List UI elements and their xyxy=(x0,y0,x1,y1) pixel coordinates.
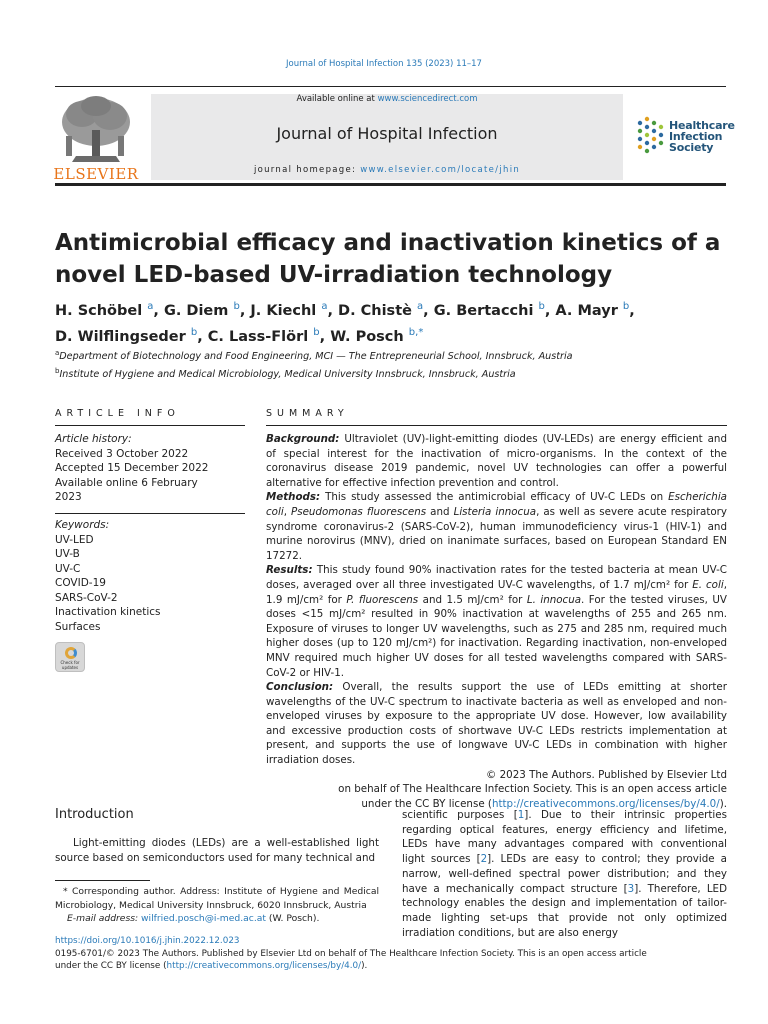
author-name[interactable]: H. Schöbel xyxy=(55,302,143,319)
journal-name: Journal of Hospital Infection xyxy=(276,124,498,143)
history-accepted: Accepted 15 December 2022 xyxy=(55,462,209,474)
keyword-item: UV-B xyxy=(55,548,80,560)
copyright-line-1: © 2023 The Authors. Published by Elsevier Ltd xyxy=(486,768,727,781)
affiliation-text: Institute of Hygiene and Medical Microbiology, Medical University Innsbruck, Innsbruck, Austria xyxy=(59,369,516,381)
introduction-paragraph: Light-emitting diodes (LEDs) are a well-established light source based on semiconductors used for many technical and xyxy=(55,837,379,864)
body-left-column xyxy=(55,807,379,866)
author-sep: , xyxy=(197,328,208,345)
body-text: ]. LEDs are easy to control; they provide a narrow, well-defined spectral power distribution; and they have a mechanically compact structure [ xyxy=(402,853,727,895)
conclusion-label: Conclusion: xyxy=(266,681,334,694)
email-label: E-mail address: xyxy=(67,913,142,924)
author-affil-mark[interactable]: b xyxy=(190,326,198,338)
history-label: Article history: xyxy=(55,433,132,445)
corresponding-author-email-line xyxy=(55,912,379,926)
available-online-line xyxy=(151,94,623,104)
corresponding-author-footnote xyxy=(55,885,379,926)
author-affil-mark[interactable]: b xyxy=(538,301,545,312)
keyword-item: COVID-19 xyxy=(55,577,106,589)
elsevier-wordmark: ELSEVIER xyxy=(53,165,139,183)
species-name: Escherichia coli xyxy=(266,491,727,518)
header-bottom-rule xyxy=(55,183,726,186)
abstract-conclusion xyxy=(266,680,727,768)
author-affil-mark[interactable]: b xyxy=(233,301,240,312)
author-affil-mark[interactable]: a xyxy=(417,301,424,312)
methods-text: , xyxy=(283,505,291,518)
check-for-updates-label: Check for updates xyxy=(60,660,80,670)
keywords xyxy=(55,518,245,634)
body-text: ]. Therefore, LED technology enables the design and implementation of tailor-made lighting set-ups that provide not only optimized irradiation conditions, but are also energy xyxy=(402,882,727,939)
results-label: Results: xyxy=(266,564,313,577)
author-list xyxy=(55,296,735,348)
reference-link[interactable]: 3 xyxy=(627,882,635,895)
author-name[interactable]: A. Mayr xyxy=(555,302,618,319)
reference-link[interactable]: 1 xyxy=(517,809,525,821)
author-name[interactable]: C. Lass-Flörl xyxy=(207,328,309,345)
methods-text: and xyxy=(426,505,454,518)
author-name[interactable]: G. Bertacchi xyxy=(433,302,534,319)
cc-license-link[interactable]: http://creativecommons.org/licenses/by/4.0/ xyxy=(491,797,720,810)
species-name: Listeria innocua xyxy=(453,505,537,518)
abstract-background xyxy=(266,432,727,490)
license-prefix: under the CC BY license ( xyxy=(55,961,167,971)
background-label: Background: xyxy=(266,433,340,445)
summary-heading: SUMMARY xyxy=(266,408,349,419)
results-text: and 1.5 mJ/cm² for xyxy=(418,593,527,606)
species-name: E. coli xyxy=(692,578,724,591)
title-line-1: Antimicrobial efficacy and inactivation kinetics of a xyxy=(55,230,721,256)
methods-text: , as well as severe acute respiratory syndrome coronavirus-2 (SARS-CoV-2), human immunodeficiency virus-1 (HIV-1) and murine norovirus (MNV), dried on inanimate surfaces, based on European Standard EN 17272. xyxy=(266,505,728,562)
journal-homepage-link[interactable]: www.elsevier.com/locate/jhin xyxy=(360,165,521,175)
species-name: P. fluorescens xyxy=(346,593,419,606)
author-affil-mark[interactable]: b xyxy=(313,326,320,338)
issn-line: 0195-6701/© 2023 The Authors. Published by Elsevier Ltd on behalf of The Healthcare Infection Society. This is an open access article xyxy=(55,948,647,959)
methods-text: This study assessed the antimicrobial efficacy of UV-C LEDs on xyxy=(320,491,669,504)
introduction-heading: Introduction xyxy=(55,807,134,822)
affiliation-mark: b xyxy=(55,367,60,376)
history-received: Received 3 October 2022 xyxy=(55,447,189,460)
author-name[interactable]: W. Posch xyxy=(330,328,404,345)
author-sep: , xyxy=(544,302,556,319)
results-text: . For the tested viruses, UV doses <15 mJ/cm² resulted in 90% inactivation at wavelengths of 255 and 265 nm. Exposure of viruses to longer UV wavelengths, such as 275 and 285 nm, required much higher doses (up to 120 mJ/cm²) for inactivation. Regarding inactivation, non-enveloped MNV required much higher UV doses for all tested wavelengths compared with SARS-CoV-2 or HIV-1. xyxy=(266,593,727,679)
history-online: Available online 6 February xyxy=(55,476,198,489)
species-name: L. innocua xyxy=(526,593,582,606)
author-sep: , xyxy=(239,302,251,319)
society-name-line-1: Healthcare xyxy=(669,119,735,132)
body-text: ]. Due to their intrinsic properties regarding optical features, energy efficiency and lifetime, LEDs have many advantages compared with conventional light sources [ xyxy=(402,809,727,866)
journal-citation-link[interactable]: Journal of Hospital Infection 135 (2023) 11–17 xyxy=(286,59,482,69)
article-history xyxy=(55,432,245,505)
license-suffix: ). xyxy=(719,797,727,810)
author-name[interactable]: D. Chistè xyxy=(338,302,412,319)
affiliations xyxy=(55,346,735,382)
header-top-rule xyxy=(55,86,726,87)
license-line xyxy=(55,960,727,973)
author-sep: , xyxy=(319,328,331,345)
author-name[interactable]: J. Kiechl xyxy=(250,302,317,319)
keyword-item: UV-LED xyxy=(55,533,94,546)
author-name[interactable]: D. Wilflingseder xyxy=(55,328,186,345)
results-text: This study found 90% inactivation rates for the tested bacteria at mean UV-C doses, averaged over all three investigated UV-C wavelengths, of 1.7 mJ/cm² for xyxy=(266,564,727,591)
keywords-label: Keywords: xyxy=(55,519,110,531)
society-name-line-3: Society xyxy=(669,141,714,154)
article-info-rule xyxy=(55,425,245,426)
keyword-item: Surfaces xyxy=(55,620,101,633)
affiliation-b xyxy=(55,364,735,382)
author-sep: , xyxy=(629,302,635,319)
journal-banner xyxy=(151,94,623,180)
society-name-line-2: Infection xyxy=(669,130,723,143)
body-right-column xyxy=(402,808,727,940)
history-online-year: 2023 xyxy=(55,491,82,503)
cc-license-link[interactable]: http://creativecommons.org/licenses/by/4.0/ xyxy=(166,961,362,971)
sciencedirect-link[interactable]: www.sciencedirect.com xyxy=(377,94,478,104)
keyword-item: UV-C xyxy=(55,562,81,575)
corresponding-author-address: * Corresponding author. Address: Institute of Hygiene and Medical Microbiology, Medical University Innsbruck, 6020 Innsbruck, Austria xyxy=(55,886,379,911)
footnote-rule xyxy=(55,880,150,881)
reference-link[interactable]: 2 xyxy=(480,853,488,866)
affiliation-mark: a xyxy=(55,349,60,357)
author-affil-mark[interactable]: b,* xyxy=(408,326,424,338)
author-affil-mark[interactable]: a xyxy=(147,301,154,312)
author-sep: , xyxy=(423,302,434,319)
journal-homepage-line xyxy=(151,165,623,175)
homepage-label: journal homepage: xyxy=(253,165,361,175)
authors-line-2 xyxy=(55,322,735,348)
species-name: Pseudomonas fluorescens xyxy=(291,505,427,518)
society-name xyxy=(669,120,735,153)
summary-abstract xyxy=(266,432,727,811)
author-email-link[interactable]: wilfried.posch@i-med.ac.at xyxy=(141,913,266,924)
license-suffix: ). xyxy=(361,961,368,971)
affiliation-a xyxy=(55,346,735,364)
license-prefix: under the CC BY license ( xyxy=(361,797,492,810)
abstract-methods xyxy=(266,490,727,563)
copyright-line-2: on behalf of The Healthcare Infection Society. This is an open access article xyxy=(338,783,727,796)
keyword-item: SARS-CoV-2 xyxy=(55,591,118,604)
doi-link[interactable]: https://doi.org/10.1016/j.jhin.2022.12.023 xyxy=(55,936,240,946)
results-text: , 1.9 mJ/cm² for xyxy=(266,578,727,606)
bottom-matter xyxy=(55,935,727,973)
check-for-updates-badge[interactable] xyxy=(55,642,85,672)
title-line-2: novel LED-based UV-irradiation technology xyxy=(55,262,613,288)
authors-line-1 xyxy=(55,296,735,322)
author-name[interactable]: G. Diem xyxy=(163,302,229,319)
author-affil-mark[interactable]: a xyxy=(321,301,328,312)
email-suffix: (W. Posch). xyxy=(266,913,320,924)
author-sep: , xyxy=(153,302,164,319)
check-for-updates-icon xyxy=(65,647,77,659)
article-info-heading: ARTICLE INFO xyxy=(55,408,180,419)
author-affil-mark[interactable]: b xyxy=(622,301,630,312)
keyword-item: Inactivation kinetics xyxy=(55,606,161,618)
available-online-label: Available online at xyxy=(296,94,378,104)
affiliation-text: Department of Biotechnology and Food Engineering, MCI — The Entrepreneurial School, Innsbruck, Austria xyxy=(59,351,573,363)
article-title xyxy=(55,227,735,291)
methods-label: Methods: xyxy=(266,491,321,504)
background-text: Ultraviolet (UV)-light-emitting diodes (UV-LEDs) are energy efficient and of special interest for the inactivation of micro-organisms. In the context of the coronavirus disease 2019 pandemic, novel UV technologies can offer a powerful alternative for effective infection prevention and control. xyxy=(266,433,727,489)
abstract-results xyxy=(266,563,727,680)
body-text: scientific purposes [ xyxy=(402,809,518,821)
summary-rule xyxy=(266,425,727,426)
author-sep: , xyxy=(327,302,339,319)
keywords-rule xyxy=(55,513,245,514)
conclusion-text: Overall, the results support the use of LEDs emitting at shorter wavelengths of the UV-C spectrum to inactivate bacteria as well as enveloped and non-enveloped viruses by exposure to the appropriate UV dose. However, low availability and excessive production costs of shortwave UV-C LEDs restricts implementation at present, and supports the use of longwave UV-C LEDs in combination with higher irradiation doses. xyxy=(266,681,727,767)
